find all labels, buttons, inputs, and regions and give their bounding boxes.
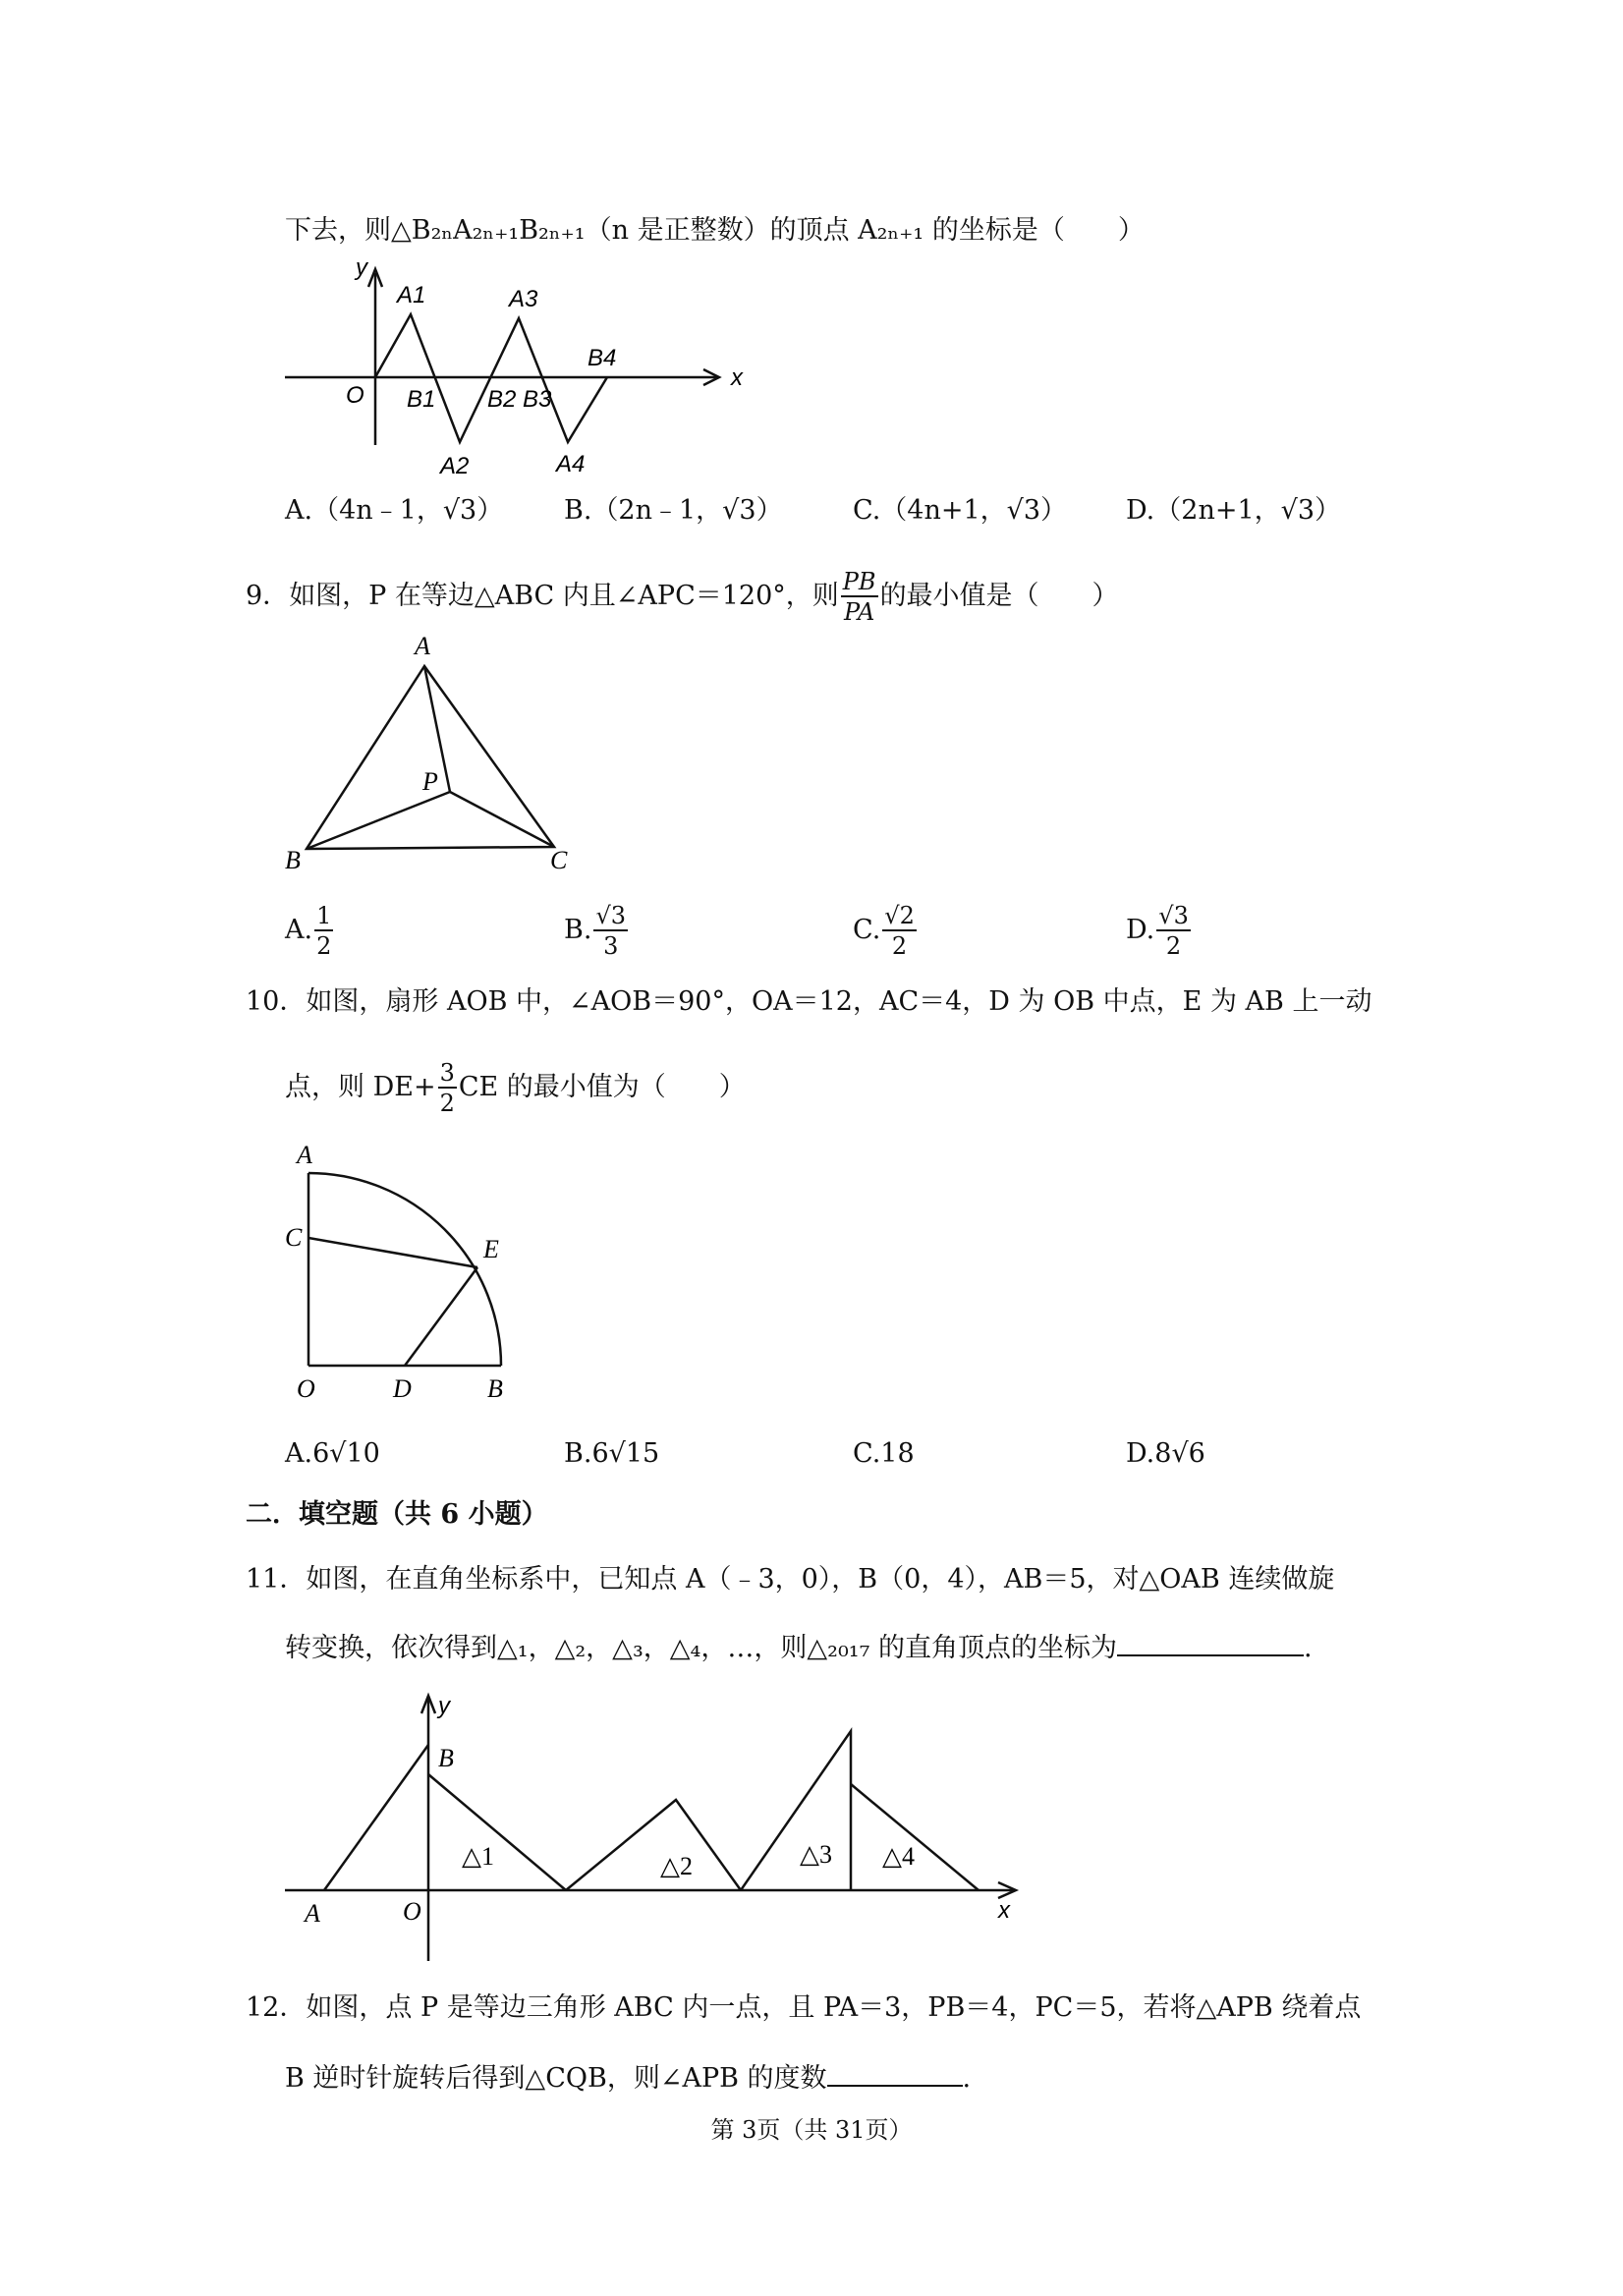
q11-label-x: x bbox=[998, 1897, 1010, 1924]
q9-label-c: C bbox=[550, 846, 568, 874]
q9-option-d: D. $\frac{√3}{2}$ bbox=[1126, 902, 1189, 960]
q10-label-d: D bbox=[393, 1374, 412, 1403]
q10-line2: 点，则 DE+ $\frac{3}{2}$ CE 的最小值为（ ） bbox=[285, 1059, 746, 1117]
q8-label-x: x bbox=[731, 364, 743, 391]
q10-option-b: B.6√15 bbox=[564, 1438, 660, 1469]
q10-label-b: B bbox=[487, 1374, 503, 1403]
q11-label-tri4: △4 bbox=[882, 1842, 915, 1871]
q11-figure bbox=[275, 1690, 1032, 1975]
q11-label-tri2: △2 bbox=[660, 1852, 693, 1880]
q12-line2: B 逆时针旋转后得到△CQB，则∠APB 的度数 . bbox=[285, 2057, 971, 2099]
q8-label-a4: A4 bbox=[556, 451, 586, 477]
q9-option-a: A. $\frac{1}{2}$ bbox=[285, 902, 332, 960]
q8-label-b1: B1 bbox=[407, 386, 436, 413]
q9-stem-fraction: $\frac{PB}{PA}$ bbox=[842, 568, 876, 626]
q9-figure bbox=[275, 629, 589, 874]
q9-label-a: A bbox=[415, 632, 430, 660]
q10-option-d: D.8√6 bbox=[1126, 1438, 1205, 1469]
q8-option-a: A.（4n﹣1，√3） bbox=[285, 495, 504, 526]
q10-label-c: C bbox=[285, 1223, 303, 1252]
q11-label-tri1: △1 bbox=[462, 1842, 494, 1871]
q8-label-a3: A3 bbox=[509, 286, 538, 312]
q10-fraction: $\frac{3}{2}$ bbox=[439, 1059, 455, 1117]
q11-label-o: O bbox=[403, 1897, 421, 1926]
q8-option-c: C.（4n+1，√3） bbox=[853, 495, 1068, 526]
q10-option-a: A.6√10 bbox=[285, 1438, 380, 1469]
q8-label-y: y bbox=[356, 254, 367, 281]
q12-answer-blank[interactable] bbox=[827, 2057, 963, 2087]
q11-label-tri3: △3 bbox=[800, 1840, 832, 1869]
q9-label-p: P bbox=[422, 767, 438, 796]
q9-label-b: B bbox=[285, 846, 301, 874]
q10-figure bbox=[285, 1130, 540, 1405]
q9-option-b: B. $\frac{√3}{3}$ bbox=[564, 902, 626, 960]
q11-label-b: B bbox=[438, 1744, 454, 1772]
page-footer: 第 3页（共 31页） bbox=[710, 2116, 913, 2144]
q8-label-b3: B3 bbox=[523, 386, 552, 413]
q8-label-a1: A1 bbox=[397, 282, 426, 308]
q10-label-e: E bbox=[483, 1235, 499, 1263]
q11-answer-blank[interactable] bbox=[1117, 1627, 1304, 1656]
section-heading-fill-blank: 二．填空题（共 6 小题） bbox=[246, 1499, 548, 1530]
q8-label-b2: B2 bbox=[487, 386, 517, 413]
q11-line2: 转变换，依次得到△₁，△₂，△₃，△₄，…，则△₂₀₁₇ 的直角顶点的坐标为 . bbox=[285, 1627, 1313, 1668]
q10-label-o: O bbox=[297, 1374, 315, 1403]
q12-line1: 12．如图，点 P 是等边三角形 ABC 内一点，且 PA＝3，PB＝4，PC＝5，若将△APB 绕着点 bbox=[246, 1992, 1362, 2023]
q8-option-b: B.（2n﹣1，√3） bbox=[564, 495, 783, 526]
q8-label-a2: A2 bbox=[440, 453, 470, 479]
q8-stem: 下去，则△B₂ₙA₂ₙ₊₁B₂ₙ₊₁（n 是正整数）的顶点 A₂ₙ₊₁ 的坐标是（ ） bbox=[285, 215, 1145, 246]
q11-line1: 11．如图，在直角坐标系中，已知点 A（﹣3，0），B（0，4），AB＝5，对△OAB 连续做旋 bbox=[246, 1564, 1335, 1595]
q8-label-o: O bbox=[346, 382, 364, 409]
q11-label-a: A bbox=[305, 1899, 320, 1928]
q10-line1: 10．如图，扇形 AOB 中，∠AOB＝90°，OA＝12，AC＝4，D 为 OB 中点，E 为 AB 上一动 bbox=[246, 986, 1372, 1017]
q8-option-d: D.（2n+1，√3） bbox=[1126, 495, 1342, 526]
q9-stem: 9．如图，P 在等边△ABC 内且∠APC＝120°，则 $\frac{PB}{PA}$ 的最小值是（ ） bbox=[246, 568, 1119, 626]
q9-option-c: C. $\frac{√2}{2}$ bbox=[853, 902, 915, 960]
q10-option-c: C.18 bbox=[853, 1438, 915, 1469]
q8-label-b4: B4 bbox=[588, 345, 617, 371]
q8-figure bbox=[275, 253, 766, 479]
q10-label-a: A bbox=[297, 1141, 312, 1169]
q11-label-y: y bbox=[438, 1693, 450, 1719]
